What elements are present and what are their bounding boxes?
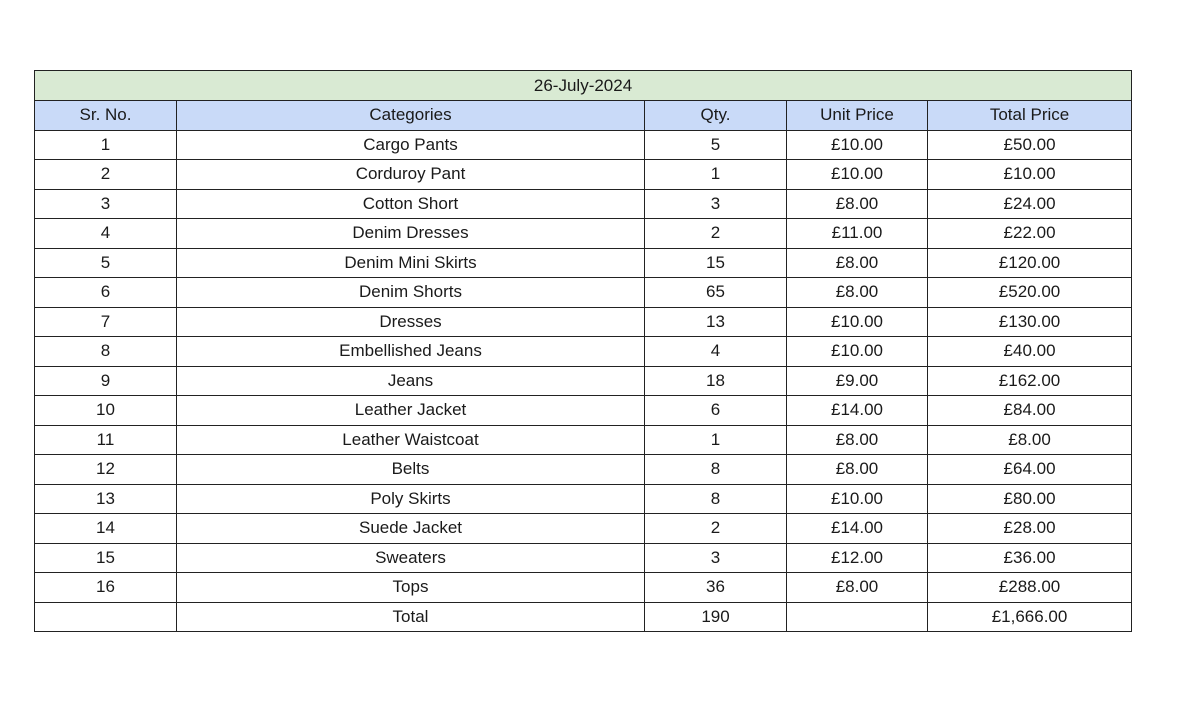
- total-sr-cell: [35, 602, 177, 632]
- cell-unit-price: £11.00: [787, 219, 928, 249]
- cell-total-price: £36.00: [928, 543, 1132, 573]
- cell-unit-price: £8.00: [787, 248, 928, 278]
- cell-category: Tops: [177, 573, 645, 603]
- cell-sr-no: 1: [35, 130, 177, 160]
- cell-total-price: £22.00: [928, 219, 1132, 249]
- header-total-price: Total Price: [928, 101, 1132, 131]
- cell-category: Cotton Short: [177, 189, 645, 219]
- cell-total-price: £50.00: [928, 130, 1132, 160]
- total-unit-price-cell: [787, 602, 928, 632]
- table-row: [35, 337, 1132, 367]
- cell-total-price: £288.00: [928, 573, 1132, 603]
- table-row: [35, 130, 1132, 160]
- cell-total-price: £80.00: [928, 484, 1132, 514]
- cell-qty: 3: [645, 189, 787, 219]
- date-row: [35, 71, 1132, 101]
- table-row: [35, 514, 1132, 544]
- cell-total-price: £162.00: [928, 366, 1132, 396]
- cell-category: Dresses: [177, 307, 645, 337]
- cell-unit-price: £10.00: [787, 160, 928, 190]
- cell-sr-no: 9: [35, 366, 177, 396]
- cell-category: Corduroy Pant: [177, 160, 645, 190]
- cell-unit-price: £10.00: [787, 484, 928, 514]
- total-label: Total: [177, 602, 645, 632]
- table-row: [35, 573, 1132, 603]
- cell-unit-price: £8.00: [787, 455, 928, 485]
- cell-sr-no: 12: [35, 455, 177, 485]
- cell-category: Leather Jacket: [177, 396, 645, 426]
- table-row: [35, 396, 1132, 426]
- cell-category: Cargo Pants: [177, 130, 645, 160]
- cell-sr-no: 6: [35, 278, 177, 308]
- table-body: [35, 130, 1132, 602]
- cell-total-price: £10.00: [928, 160, 1132, 190]
- cell-sr-no: 2: [35, 160, 177, 190]
- cell-qty: 13: [645, 307, 787, 337]
- cell-sr-no: 5: [35, 248, 177, 278]
- cell-qty: 6: [645, 396, 787, 426]
- cell-total-price: £64.00: [928, 455, 1132, 485]
- cell-sr-no: 8: [35, 337, 177, 367]
- cell-total-price: £84.00: [928, 396, 1132, 426]
- table-row: [35, 455, 1132, 485]
- cell-qty: 1: [645, 160, 787, 190]
- cell-category: Suede Jacket: [177, 514, 645, 544]
- header-sr-no: Sr. No.: [35, 101, 177, 131]
- cell-unit-price: £12.00: [787, 543, 928, 573]
- cell-qty: 8: [645, 455, 787, 485]
- cell-unit-price: £10.00: [787, 337, 928, 367]
- header-categories: Categories: [177, 101, 645, 131]
- cell-total-price: £120.00: [928, 248, 1132, 278]
- cell-qty: 3: [645, 543, 787, 573]
- cell-sr-no: 3: [35, 189, 177, 219]
- date-cell: 26-July-2024: [35, 71, 1132, 101]
- cell-category: Sweaters: [177, 543, 645, 573]
- cell-qty: 2: [645, 219, 787, 249]
- cell-category: Jeans: [177, 366, 645, 396]
- cell-unit-price: £8.00: [787, 573, 928, 603]
- table-row: [35, 189, 1132, 219]
- table-row: [35, 484, 1132, 514]
- cell-qty: 5: [645, 130, 787, 160]
- table-row: [35, 160, 1132, 190]
- cell-category: Denim Dresses: [177, 219, 645, 249]
- cell-sr-no: 4: [35, 219, 177, 249]
- cell-qty: 4: [645, 337, 787, 367]
- table-row: [35, 278, 1132, 308]
- table-row: [35, 425, 1132, 455]
- cell-category: Poly Skirts: [177, 484, 645, 514]
- cell-qty: 8: [645, 484, 787, 514]
- sales-table: [34, 70, 1132, 632]
- cell-qty: 36: [645, 573, 787, 603]
- total-qty: 190: [645, 602, 787, 632]
- cell-unit-price: £10.00: [787, 130, 928, 160]
- cell-category: Denim Mini Skirts: [177, 248, 645, 278]
- cell-qty: 18: [645, 366, 787, 396]
- table-row: [35, 219, 1132, 249]
- cell-unit-price: £8.00: [787, 189, 928, 219]
- cell-total-price: £40.00: [928, 337, 1132, 367]
- table-row: [35, 543, 1132, 573]
- cell-sr-no: 15: [35, 543, 177, 573]
- cell-unit-price: £14.00: [787, 514, 928, 544]
- cell-unit-price: £8.00: [787, 278, 928, 308]
- cell-sr-no: 11: [35, 425, 177, 455]
- cell-unit-price: £14.00: [787, 396, 928, 426]
- cell-total-price: £24.00: [928, 189, 1132, 219]
- header-unit-price: Unit Price: [787, 101, 928, 131]
- cell-qty: 2: [645, 514, 787, 544]
- cell-sr-no: 16: [35, 573, 177, 603]
- cell-total-price: £28.00: [928, 514, 1132, 544]
- cell-sr-no: 13: [35, 484, 177, 514]
- cell-category: Embellished Jeans: [177, 337, 645, 367]
- cell-total-price: £130.00: [928, 307, 1132, 337]
- cell-qty: 15: [645, 248, 787, 278]
- table-row: [35, 248, 1132, 278]
- cell-category: Leather Waistcoat: [177, 425, 645, 455]
- cell-qty: 65: [645, 278, 787, 308]
- cell-qty: 1: [645, 425, 787, 455]
- cell-sr-no: 10: [35, 396, 177, 426]
- total-price: £1,666.00: [928, 602, 1132, 632]
- cell-sr-no: 14: [35, 514, 177, 544]
- cell-category: Belts: [177, 455, 645, 485]
- cell-category: Denim Shorts: [177, 278, 645, 308]
- total-row: [35, 602, 1132, 632]
- header-row: [35, 101, 1132, 131]
- table-row: [35, 307, 1132, 337]
- cell-total-price: £8.00: [928, 425, 1132, 455]
- cell-total-price: £520.00: [928, 278, 1132, 308]
- cell-unit-price: £10.00: [787, 307, 928, 337]
- table-row: [35, 366, 1132, 396]
- cell-unit-price: £9.00: [787, 366, 928, 396]
- cell-sr-no: 7: [35, 307, 177, 337]
- header-qty: Qty.: [645, 101, 787, 131]
- cell-unit-price: £8.00: [787, 425, 928, 455]
